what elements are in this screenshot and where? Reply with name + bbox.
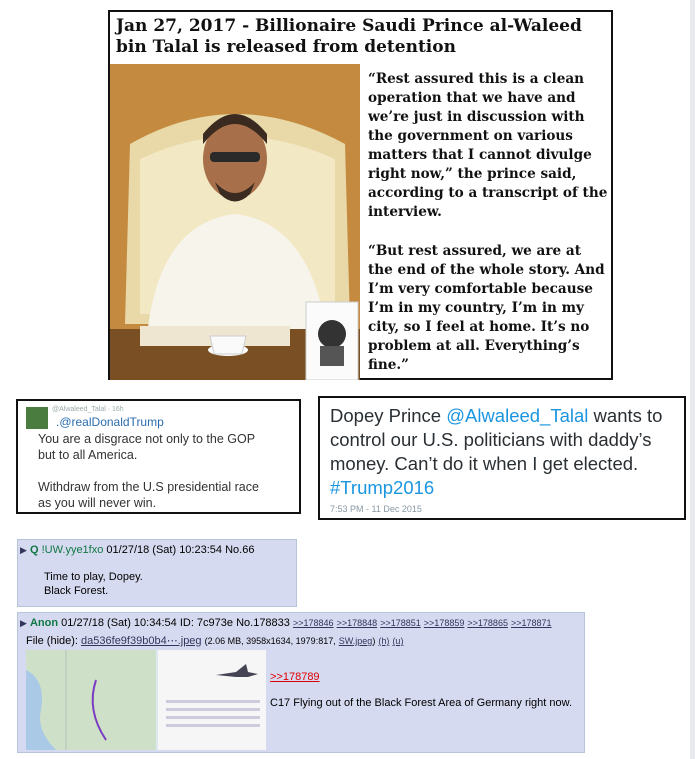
hashtag-link[interactable]: #Trump2016 [330, 477, 435, 498]
tweet-line: Withdraw from the U.S presidential race [38, 480, 259, 494]
poster-name: Anon [29, 617, 59, 629]
news-card [108, 10, 613, 380]
file-info: File (hide): da536fe9f39b0b4⋯.jpeg (2.06 MB, 3958x1634, 1979:817, SW.jpeg) (h) (u) [26, 635, 404, 647]
tweet-text-2 [38, 479, 300, 511]
quote-line: I’m very comfortable because [368, 281, 593, 297]
post-line: Black Forest. [44, 585, 109, 597]
backlink[interactable]: >>178865 [467, 618, 508, 628]
post-header [20, 617, 552, 629]
post-body [44, 570, 143, 598]
quote-line: fine.” [368, 357, 409, 373]
backlink[interactable]: >>178851 [380, 618, 421, 628]
quote-line: operation that we have and [368, 90, 576, 106]
file-label: File [26, 635, 44, 647]
post-menu-arrow-icon[interactable]: ▶ [20, 618, 27, 628]
backlink[interactable]: >>178871 [511, 618, 552, 628]
prince-photo-illustration [110, 64, 360, 380]
tweet-trump [318, 396, 686, 520]
h-link[interactable]: (h) [378, 636, 390, 646]
post-number[interactable]: No.178833 [236, 617, 290, 629]
post-body: C17 Flying out of the Black Forest Area of Germany right now. [270, 697, 573, 709]
tweet-line: as you will never win. [38, 496, 157, 510]
board-post-anon [17, 612, 585, 753]
board-post-q [17, 539, 297, 607]
tweet-text-span: wants to [588, 405, 663, 426]
tweet-line [330, 404, 682, 428]
quote-block-1 [368, 70, 608, 222]
quote-line: matters that I cannot divulge [368, 147, 592, 163]
mention-link[interactable]: @Alwaleed_Talal [446, 405, 589, 426]
post-datetime: 01/27/18 (Sat) 10:23:54 [106, 544, 223, 556]
scrollbar-edge [690, 0, 695, 759]
backlink[interactable]: >>178848 [336, 618, 378, 628]
backlink[interactable]: >>178859 [423, 618, 465, 628]
post-line: Time to play, Dopey. [44, 571, 143, 583]
tweet-meta: @Alwaleed_Talal · 16h [52, 406, 124, 413]
tweet-timestamp[interactable]: 7:53 PM - 11 Dec 2015 [330, 504, 422, 514]
quote-block-2 [368, 242, 608, 375]
post-datetime: 01/27/18 (Sat) 10:34:54 [61, 617, 177, 629]
quote-link[interactable]: >>178789 [270, 671, 320, 683]
quote-line: we’re just in discussion with [368, 109, 585, 125]
tweet-line: money. Can’t do it when I get elected. [330, 453, 639, 474]
tweet-line: You are a disgrace not only to the GOP [38, 432, 256, 446]
post-menu-arrow-icon[interactable]: ▶ [20, 545, 27, 555]
quote-line: the government on various [368, 128, 573, 144]
sw-link[interactable]: SW.jpeg [338, 636, 373, 646]
post-header [20, 544, 254, 556]
tweet-line: control our U.S. politicians with daddy’s [330, 429, 652, 450]
quote-line: the end of the whole story. And [368, 262, 605, 278]
quote-line: according to a transcript of the [368, 185, 608, 201]
quote-line: “Rest assured this is a clean [368, 71, 585, 87]
tweet-text-1 [38, 431, 300, 463]
quote-line: city, so I feel at home. It’s no [368, 319, 590, 335]
quote-line: right now,” the prince said, [368, 166, 577, 182]
tweet-alwaleed [16, 399, 301, 514]
mention-link[interactable]: .@realDonaldTrump [56, 415, 164, 429]
backlink[interactable]: >>178846 [292, 618, 334, 628]
prince-photo [110, 64, 360, 380]
quote-line: I’m in my country, I’m in my [368, 300, 584, 316]
avatar[interactable] [26, 407, 48, 429]
news-headline: Jan 27, 2017 - Billionaire Saudi Prince al-Waleed bin Talal is released from detention [116, 16, 582, 57]
tweet-text [330, 404, 682, 500]
file-name-link[interactable]: da536fe9f39b0b4⋯.jpeg [81, 635, 202, 647]
flight-map-thumbnail[interactable] [26, 650, 266, 750]
quote-line: “But rest assured, we are at [368, 243, 581, 259]
poster-id: ID: 7c973e [179, 617, 234, 629]
file-hide-link[interactable]: (hide) [46, 635, 75, 647]
tripcode: !UW.yye1fxo [41, 544, 104, 556]
file-meta: (2.06 MB, 3958x1634, 1979:817, [204, 636, 336, 646]
map-illustration [26, 650, 266, 750]
quote-line: interview. [368, 204, 442, 220]
poster-name: Q [29, 544, 39, 556]
quote-line: problem at all. Everything’s [368, 338, 580, 354]
u-link[interactable]: (u) [392, 636, 404, 646]
tweet-line: but to all America. [38, 448, 138, 462]
tweet-text-span: Dopey Prince [330, 405, 447, 426]
post-number[interactable]: No.66 [225, 544, 255, 556]
